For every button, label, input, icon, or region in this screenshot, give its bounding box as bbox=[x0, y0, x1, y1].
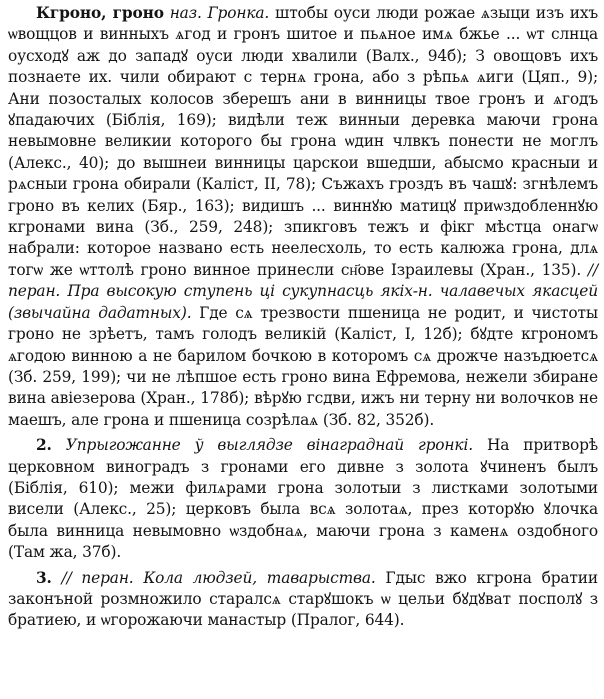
sense-2-definition: Упрыгожанне ў выглядзе вінаграднай гронкі. bbox=[65, 436, 473, 455]
sense-1-fig-citations: Где сѧ трезвости пшеница не родит, и чистоты гроно не зрѣетъ, тамъ голодъ великій (Каліст, I, 12б); бꙋдте кгрономъ ѧгодою винною а не барилом бочкою в которомъ сѧ дрожче назъдюетсѧ (Зб. 259, 199); чи не лѣпшое есть гроно вина Ефремова, нежели збиране вина авіезерова (Хран., 178б); вѣрꙋю гсдви, ижъ ни терну ни волочков не маешъ, але грона и пшеница созрѣлаѧ (Зб. 82, 352б). bbox=[8, 303, 598, 429]
headword: Кгроно, гроно bbox=[36, 4, 164, 22]
sense-1-citations: штобы оуси люди рожае ѧзыци изъ ихъ ѡвощцов и винныхъ ѧгод и гронъ шитое и пьѧное имѧ бжье ... ѡт слнца оусходꙋ аж до западꙋ оуси люди хвалили (Валх., 94б); З овощовъ ихъ познаете их. чили обирают с тернѧ грона, або з рѣпьѧ ѧиги (Цяп., 9); Ани позосталых колосов зберешъ ани в винницы твое гронъ и ѧгодъ ꙋпадаючих (Біблія, 169); видѣли теж винныи деревка маючи грона невымовне великии которого бы грона ѡдин члвкъ понести не моглъ (Алекс., 40); до вышнеи винницы царскои вшедши, абысмо красныи и рѧсныи грона обирали (Каліст, II, 78); Съжахъ гроздъ въ чашꙋ: згнѣлемъ гроно въ келих (Бяр., 163); видишъ ... виннꙋю матицꙋ приѡздобленнꙋю кгронами вина (Зб., 259, 248); зпикговъ тежъ и фікг мѣстца онагѡ набрали: которое названо есть неелесхоль, то есть калюжа грона, длѧ тогѡ же ѡттолѣ гроно винное принесли сн҃ове Ізраилевы (Хран., 135). bbox=[8, 4, 599, 279]
headword-definition: наз. Гронка. bbox=[169, 4, 270, 22]
dictionary-entry-sense-1 bbox=[8, 3, 598, 431]
sense-1-fig-definition: Пра высокую ступень ці сукупнасць якіх-н. чалавечых якасцей (звычайна дадатных). bbox=[8, 282, 599, 322]
sense-2-citations: На притворѣ церковном виноградъ з гронами его дивне з золота ꙋчиненъ былъ (Біблія, 610); межи филѧрами грона золотыи з листками золотыми висели (Алекс., 25); церковъ была всѧ золотаѧ, през которꙋю ꙋлочка была винница невымовно ѡздобнаѧ, маючи грона з каменѧ оздобного (Там жа, 37б). bbox=[8, 436, 598, 562]
dictionary-entry-sense-3 bbox=[8, 568, 598, 632]
sense-3-fig-label: // перан. bbox=[61, 568, 134, 587]
sense-3-number: 3. bbox=[36, 568, 52, 587]
sense-1-fig-label: // перан. bbox=[8, 260, 598, 301]
dictionary-entry-sense-2 bbox=[8, 435, 598, 563]
sense-3-citations: Гдыс вжо кгрона братии законъной розмножило старалсѧ старꙋшокъ ѡ цельи бꙋдꙋват посполꙋ з братиею, и ѡгорожаючи манастыр (Пралог, 644). bbox=[8, 568, 599, 630]
sense-3-definition: Кола людзей, таварыства. bbox=[143, 568, 376, 587]
sense-2-number: 2. bbox=[36, 436, 52, 455]
